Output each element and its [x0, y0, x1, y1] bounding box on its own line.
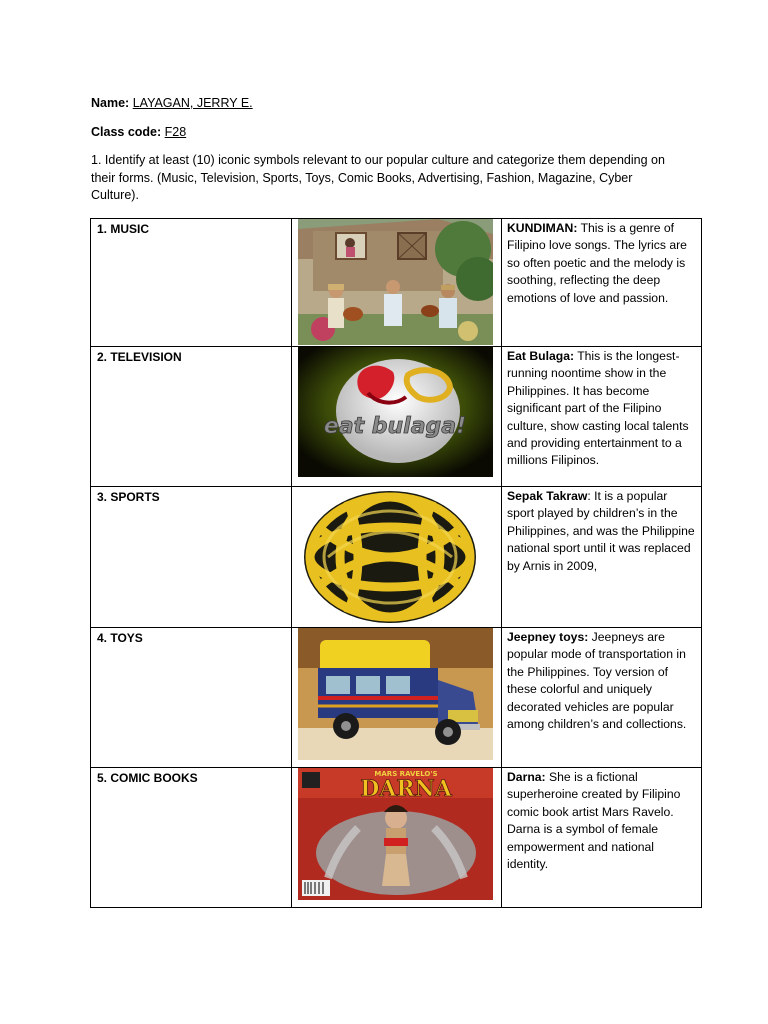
category-cell: 3. SPORTS	[91, 487, 292, 628]
kundiman-painting-image	[298, 219, 493, 345]
name-value: LAYAGAN, JERRY E.	[132, 96, 253, 110]
description-cell	[502, 347, 702, 487]
description-text: She is a fictional superheroine created by Filipino comic book artist Mars Ravelo. Darna is a symbol of female empowerment and national identity.	[507, 770, 681, 872]
table-row	[91, 628, 702, 768]
culture-symbols-table	[90, 218, 702, 908]
jeepney-toy-image	[298, 628, 493, 760]
description-text: : It is a popular sport played by children’s in the Philippines, and was the Philippine national sport until it was replaced by Arnis in 2009,	[507, 489, 695, 573]
table-row	[91, 768, 702, 908]
image-cell	[292, 347, 502, 487]
description-cell	[502, 219, 702, 347]
category-cell: 4. TOYS	[91, 628, 292, 768]
term-label: Eat Bulaga:	[507, 349, 575, 363]
class-code-value: F28	[164, 125, 187, 139]
term-label: Darna:	[507, 770, 546, 784]
class-code-line	[91, 125, 186, 139]
category-cell: 2. TELEVISION	[91, 347, 292, 487]
category-cell: 5. COMIC BOOKS	[91, 768, 292, 908]
term-label: Jeepney toys:	[507, 630, 589, 644]
table-row	[91, 487, 702, 628]
instructions-text: 1. Identify at least (10) iconic symbols relevant to our popular culture and categorize them depending on their forms. (Music, Television, Sports, Toys, Comic Books, Advertising, Fashion, Magazine, Cyber Culture).	[91, 153, 665, 202]
description-text: This is the longest-running noontime show in the Philippines. It has become significant part of the Filipino culture, show casting local talents and providing entertainment to a millions Filipinos.	[507, 349, 689, 468]
description-text: Jeepneys are popular mode of transportation in the Philippines. Toy version of these colorful and uniquely decorated vehicles are popular among children’s and collections.	[507, 630, 687, 732]
sepak-takraw-ball-image	[298, 487, 493, 626]
image-cell	[292, 768, 502, 908]
description-cell	[502, 628, 702, 768]
description-cell	[502, 768, 702, 908]
term-label: Sepak Takraw	[507, 489, 588, 503]
description-text: This is a genre of Filipino love songs. The lyrics are so often poetic and the melody is soothing, reflecting the deep emotions of love and passion.	[507, 221, 687, 305]
term-label: KUNDIMAN:	[507, 221, 578, 235]
image-cell	[292, 219, 502, 347]
name-label: Name:	[91, 96, 130, 110]
eat-bulaga-logo-text: eat bulaga!	[323, 414, 467, 439]
image-cell	[292, 628, 502, 768]
cover-subtitle: MARS RAVELO'S	[374, 770, 438, 778]
class-code-label: Class code:	[91, 125, 162, 139]
table-row	[91, 347, 702, 487]
name-line	[91, 96, 253, 110]
description-cell	[502, 487, 702, 628]
image-cell	[292, 487, 502, 628]
table-row	[91, 219, 702, 347]
cover-title: DARNA	[360, 776, 452, 802]
eat-bulaga-logo-image	[298, 347, 493, 477]
darna-comic-cover-image	[298, 768, 493, 900]
category-cell: 1. MUSIC	[91, 219, 292, 347]
